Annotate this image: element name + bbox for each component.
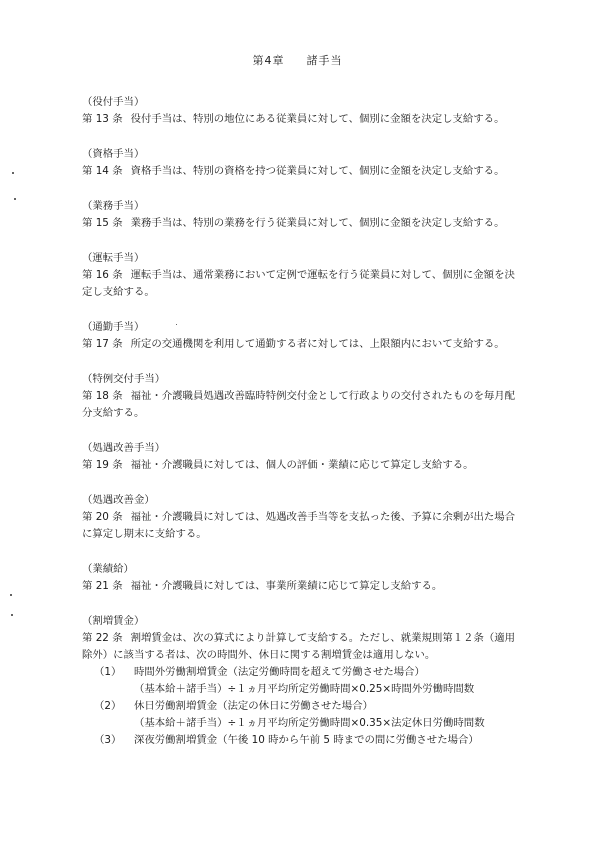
article-heading: （割増賃金） bbox=[82, 615, 145, 627]
item-label: 時間外労働割増賃金（法定労働時間を超えて労働させた場合） bbox=[134, 666, 425, 678]
article-body: 運転手当は、通常業務において定例で運転を行う従業員に対して、個別に金額を決定し支給する。 bbox=[82, 269, 515, 298]
article-body: 福祉・介護職員に対しては、個人の評価・業績に応じて算定し支給する。 bbox=[130, 459, 474, 471]
scan-speck bbox=[176, 324, 177, 325]
article-text bbox=[82, 388, 522, 422]
article-number: 第 13 条 bbox=[82, 113, 123, 125]
article-heading: （役付手当） bbox=[82, 96, 145, 108]
scan-speck bbox=[14, 198, 16, 200]
item-formula: （基本給＋諸手当）÷１ヵ月平均所定労働時間×0.35×法定休日労働時間数 bbox=[134, 717, 485, 729]
article-section bbox=[82, 371, 522, 422]
article-heading: （業績給） bbox=[82, 563, 134, 575]
item-number: （2） bbox=[94, 700, 122, 712]
article-number: 第 21 条 bbox=[82, 580, 123, 592]
article-number: 第 16 条 bbox=[82, 269, 123, 281]
article-body: 福祉・介護職員に対しては、事業所業績に応じて算定し支給する。 bbox=[130, 580, 443, 592]
article-number: 第 14 条 bbox=[82, 165, 123, 177]
article-section bbox=[82, 440, 522, 474]
article-text bbox=[82, 457, 522, 474]
article-heading: （資格手当） bbox=[82, 148, 145, 160]
article-text bbox=[82, 111, 522, 128]
article-section bbox=[82, 94, 522, 128]
list-item bbox=[82, 664, 522, 681]
item-label: 深夜労働割増賃金（午後 10 時から午前 5 時までの間に労働させた場合） bbox=[134, 734, 479, 746]
list-item bbox=[82, 698, 522, 715]
item-number: （3） bbox=[94, 734, 122, 746]
article-text bbox=[82, 578, 522, 595]
article-body: 資格手当は、特別の資格を持つ従業員に対して、個別に金額を決定し支給する。 bbox=[130, 165, 505, 177]
article-text bbox=[82, 215, 522, 232]
article-number: 第 15 条 bbox=[82, 217, 123, 229]
article-body: 業務手当は、特別の業務を行う従業員に対して、個別に金額を決定し支給する。 bbox=[130, 217, 505, 229]
article-body: 割増賃金は、次の算式により計算して支給する。ただし、就業規則第１２条（適用除外）に該当する者は、次の時間外、休日に関する割増賃金は適用しない。 bbox=[82, 632, 516, 661]
article-heading: （特例交付手当） bbox=[82, 373, 166, 385]
article-section bbox=[82, 198, 522, 232]
article-text bbox=[82, 267, 522, 301]
item-formula: （基本給＋諸手当）÷１ヵ月平均所定労働時間×0.25×時間外労働時間数 bbox=[134, 683, 475, 695]
article-section bbox=[82, 250, 522, 301]
item-label: 休日労働割増賃金（法定の休日に労働させた場合） bbox=[134, 700, 373, 712]
article-heading: （処遇改善手当） bbox=[82, 442, 166, 454]
article-text bbox=[82, 509, 522, 543]
article-number: 第 18 条 bbox=[82, 390, 123, 402]
document-body bbox=[82, 94, 522, 749]
article-number: 第 22 条 bbox=[82, 632, 123, 644]
article-heading: （処遇改善金） bbox=[82, 494, 155, 506]
article-body: 役付手当は、特別の地位にある従業員に対して、個別に金額を決定し支給する。 bbox=[130, 113, 505, 125]
article-body: 福祉・介護職員に対しては、処遇改善手当等を支払った後、予算に余剰が出た場合に算定し期末に支給する。 bbox=[82, 511, 516, 540]
article-heading: （運転手当） bbox=[82, 252, 145, 264]
article-heading: （業務手当） bbox=[82, 200, 145, 212]
article-section bbox=[82, 561, 522, 595]
article-text bbox=[82, 630, 522, 664]
article-heading: （通勤手当） bbox=[82, 321, 145, 333]
premium-wage-list bbox=[82, 664, 522, 749]
article-number: 第 19 条 bbox=[82, 459, 123, 471]
chapter-number: 第4章 bbox=[252, 54, 285, 67]
list-item bbox=[82, 732, 522, 749]
scan-speck bbox=[10, 594, 12, 596]
article-body: 所定の交通機関を利用して通勤する者に対しては、上限額内において支給する。 bbox=[130, 338, 505, 350]
article-section bbox=[82, 146, 522, 180]
article-section bbox=[82, 613, 522, 749]
item-number: （1） bbox=[94, 666, 122, 678]
article-section bbox=[82, 319, 522, 353]
article-section bbox=[82, 492, 522, 543]
scan-speck bbox=[12, 172, 14, 174]
scan-speck bbox=[11, 614, 13, 616]
chapter-name: 諸手当 bbox=[306, 54, 343, 67]
article-number: 第 20 条 bbox=[82, 511, 123, 523]
article-text bbox=[82, 336, 522, 353]
article-text bbox=[82, 163, 522, 180]
article-number: 第 17 条 bbox=[82, 338, 123, 350]
article-body: 福祉・介護職員処遇改善臨時特例交付金として行政よりの交付されたものを毎月配分支給する。 bbox=[82, 390, 516, 419]
chapter-title bbox=[0, 52, 595, 68]
